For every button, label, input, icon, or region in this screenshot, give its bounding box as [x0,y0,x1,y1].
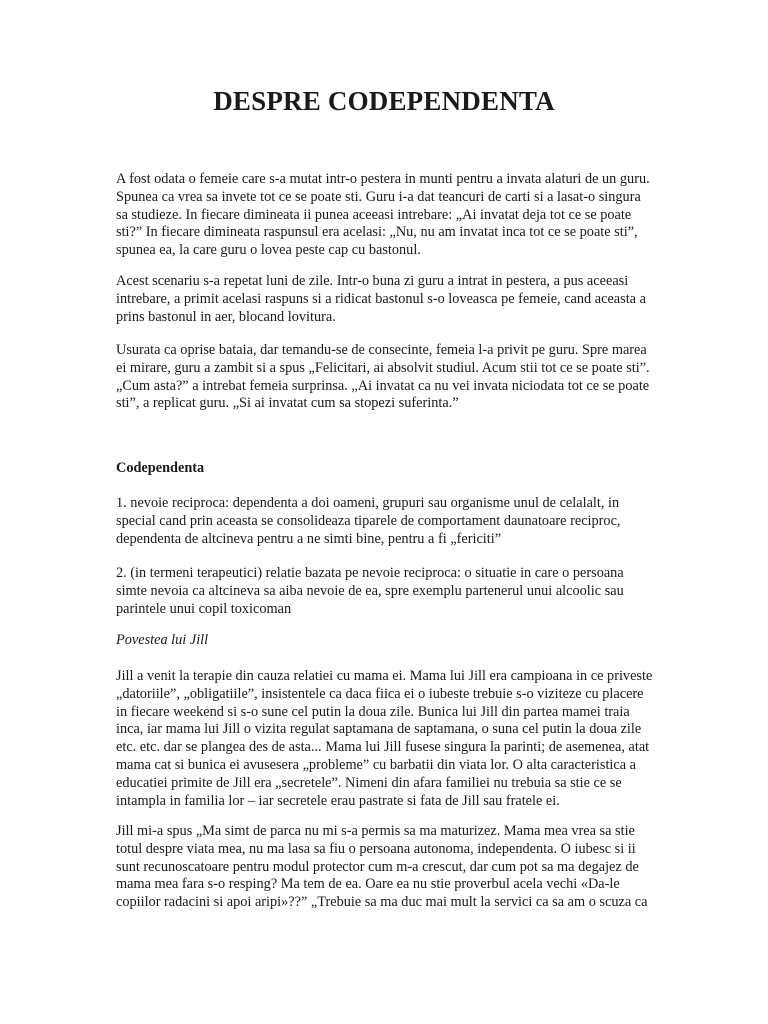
text-line: simte nevoia ca altcineva sa aiba nevoie de ea, spre exemplu partenerul unui alcoolic sau [116,582,624,599]
text-line: Jill a venit la terapie din cauza relatiei cu mama ei. Mama lui Jill era campioana in ce priveste [116,668,653,684]
text-line: Spunea ca vrea sa invete tot ce se poate sti. Guru i-a dat teancuri de carti si a lasat-o singura [116,188,641,205]
definition-2 [116,565,656,618]
paragraph-jill-story [116,668,656,810]
text-line: mama cat si bunica ei avusesera „probleme” cu barbatii din viata lor. O alta caracteristica a [116,756,637,773]
text-line: sti?” In fiecare dimineata raspunsul era acelasi: „Nu, nu am invatat inca tot ce se poate sti”, [116,224,638,241]
text-line: etc. etc. dar se plangea des de asta... Mama lui Jill fusese singura la parinti; de asemenea, atat [116,739,650,756]
text-line: Jill mi-a spus „Ma simt de parca nu mi s-a permis sa ma maturizez. Mama mea vrea sa stie [116,823,635,839]
text-line: A fost odata o femeie care s-a mutat intr-o pestera in munti pentru a invata alaturi de un guru. [116,171,650,187]
text-line: prins bastonul in aer, blocand lovitura. [116,308,336,325]
text-line: inca, iar mama lui Jill o vizita regulat saptamana de saptamana, o suna cel putin la doua zile [116,721,642,738]
text-line: spunea ea, la care guru o lovea peste cap cu bastonul. [116,242,421,259]
paragraph-guru-story [116,171,656,260]
paragraph-jill-quote [116,823,656,912]
text-line: sunt recunoscatoare pentru modul protector cum m-a crescut, dar cum pot sa ma degajez de [116,858,639,875]
text-line: „Cum asta?” a intrebat femeia surprinsa. „Ai invatat ca nu vei invata niciodata tot ce se poate [116,377,650,394]
text-line: totul despre viata mea, nu ma lasa sa fiu o persoana autonoma, independenta. O iubesc si ii [116,840,636,857]
text-line: special cand prin aceasta se consolideaza tiparele de comportament daunatoare reciproc, [116,512,621,529]
text-line: dependenta de altcineva pentru a ne simti bine, pentru a fi „fericiti” [116,530,502,547]
text-line: „datoriile”, „obligatiile”, insistentele ca daca fiica ei o iubeste trebuie s-o viziteze cu placere [116,685,644,702]
paragraph-conclusion [116,342,656,413]
text-line: Usurata ca oprise bataia, dar temandu-se de consecinte, femeia l-a privit pe guru. Spre marea [116,342,647,358]
text-line: ei mirare, guru a zambit si a spus „Felicitari, ai absolvit studiul. Acum stii tot ce se poate sti”. [116,359,650,376]
text-line: parintele unui copil toxicoman [116,600,292,617]
text-line: sa studieze. In fiecare dimineata ii punea aceeasi intrebare: „Ai invatat deja tot ce se poate [116,206,632,223]
text-line: Acest scenariu s-a repetat luni de zile. Intr-o buna zi guru a intrat in pestera, a pus aceeasi [116,273,629,289]
text-line: 1. nevoie reciproca: dependenta a doi oameni, grupuri sau organisme unul de celalalt, in [116,495,620,511]
text-line: educatiei primite de Jill era „secretele”. Nimeni din afara familiei nu trebuia sa stie ce se [116,774,622,791]
text-line: intampla in familia lor – iar secretele erau pastrate si fata de Jill sau fratele ei. [116,792,560,809]
definition-1 [116,495,656,548]
text-line: intrebare, a primit acelasi raspuns si a ridicat bastonul s-o loveasca pe femeie, cand aceasta a [116,290,646,307]
section-heading: Codependenta [116,460,205,476]
text-line: sti”, a replicat guru. „Si ai invatat cum sa stopezi suferinta.” [116,395,459,412]
text-line: in fiecare weekend si s-o sune cel putin la doua zile. Bunica lui Jill din partea mamei traia [116,703,630,720]
text-line: mama mea fara s-o resping? Ma tem de ea. Oare ea nu stie proverbul acela vechi «Da-le [116,876,620,893]
text-line: copiilor radacini si apoi aripi»??” „Trebuie sa ma duc mai mult la servici ca sa am o scuza ca [116,894,648,911]
story-heading: Povestea lui Jill [116,632,209,648]
paragraph-scenario [116,273,656,326]
document-title: DESPRE CODEPENDENTA [213,86,555,116]
text-line: 2. (in termeni terapeutici) relatie bazata pe nevoie reciproca: o situatie in care o persoana [116,565,624,581]
